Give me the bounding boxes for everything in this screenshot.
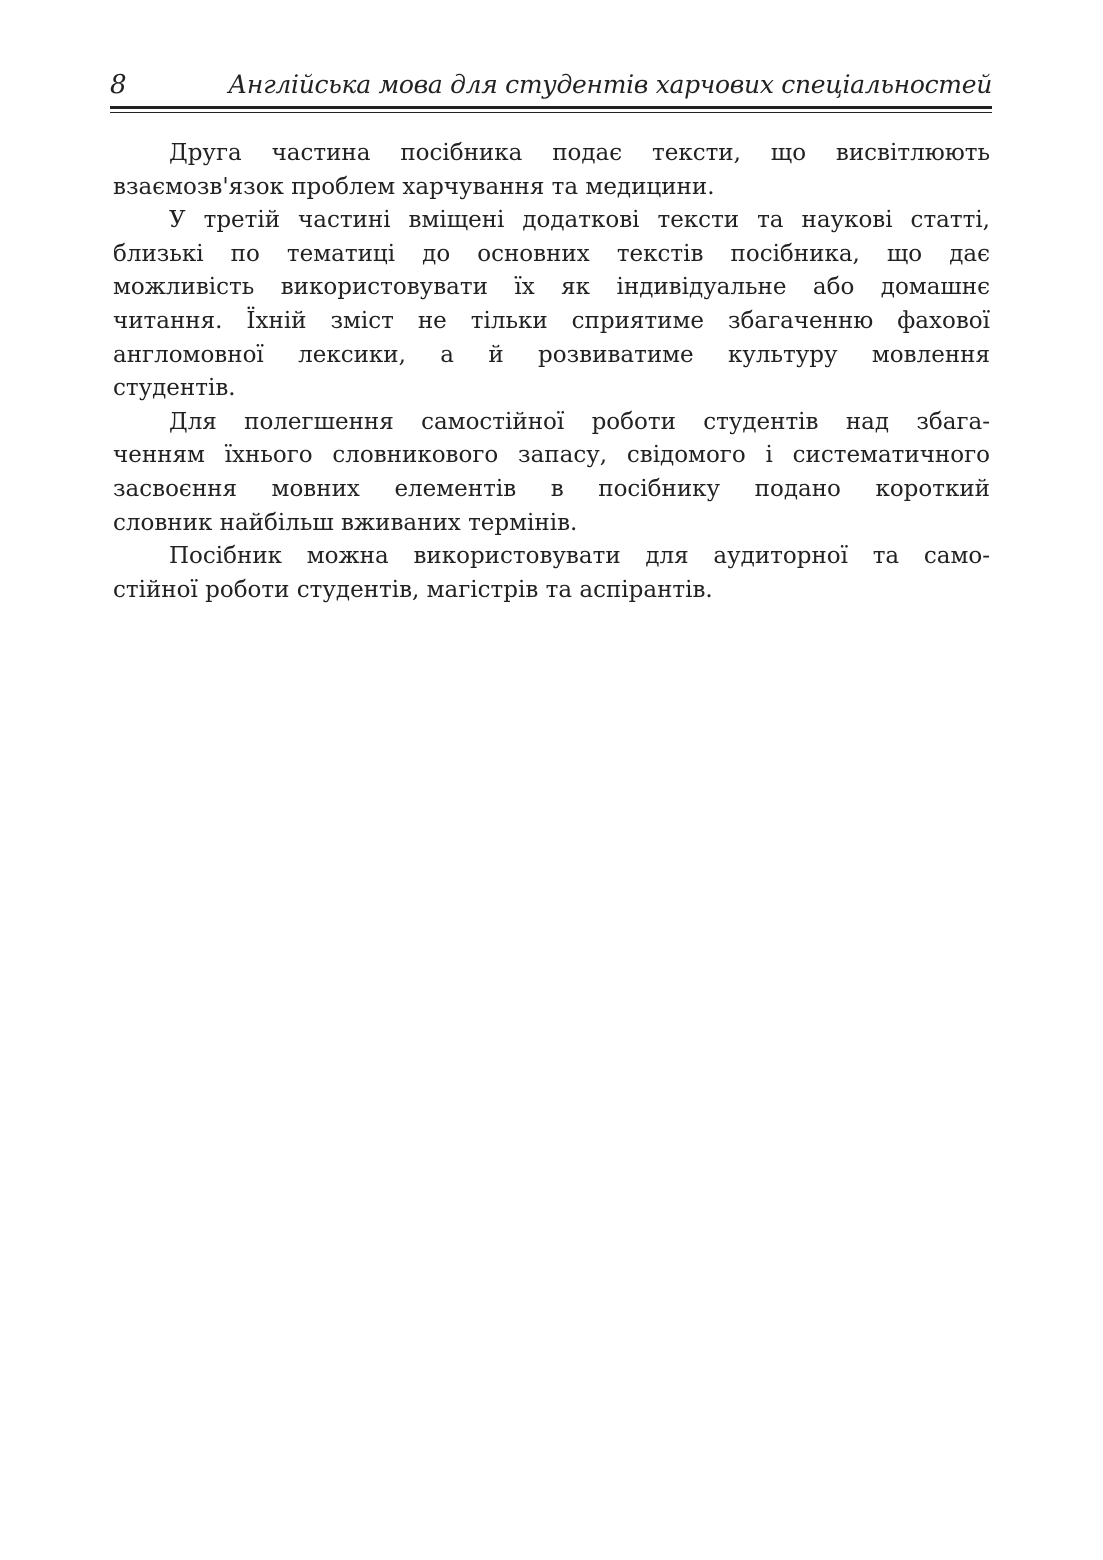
page-number: 8 <box>110 70 127 100</box>
text-line: ченням їхнього словникового запасу, свідомого і систематичного <box>113 442 990 469</box>
text-line: англомовної лексики, а й розвиватиме культуру мовлення <box>113 341 990 368</box>
text-line: Посібник можна використовувати для аудиторної та само- <box>169 543 990 570</box>
body-text <box>113 137 990 607</box>
text-line: читання. Їхній зміст не тільки сприятиме збагаченню фахової <box>113 307 990 334</box>
text-line: можливість використовувати їх як індивідуальне або домашнє <box>113 274 990 301</box>
text-line: Друга частина посібника подає тексти, що висвітлюють <box>169 140 990 166</box>
text-line: студентів. <box>113 375 236 402</box>
header-rule-thick <box>110 106 992 109</box>
text-line: словник найбільш вживаних термінів. <box>113 509 578 536</box>
running-header <box>110 68 992 104</box>
text-line: У третій частині вміщені додаткові тексти та наукові статті, <box>169 207 990 234</box>
paragraph <box>113 137 990 204</box>
text-line: Для полегшення самостійної роботи студентів над збага- <box>169 408 990 435</box>
paragraph <box>113 204 990 406</box>
text-line: засвоєння мовних елементів в посібнику подано короткий <box>113 475 990 502</box>
paragraph <box>113 406 990 540</box>
paragraph <box>113 540 990 607</box>
text-line: взаємозв'язок проблем харчування та медицини. <box>113 173 715 200</box>
header-rule-thin <box>110 112 992 113</box>
text-line: близькі по тематиці до основних текстів посібника, що дає <box>113 240 990 267</box>
running-title: Англійська мова для студентів харчових спеціальностей <box>228 70 992 99</box>
text-line: стійної роботи студентів, магістрів та аспірантів. <box>113 576 713 603</box>
